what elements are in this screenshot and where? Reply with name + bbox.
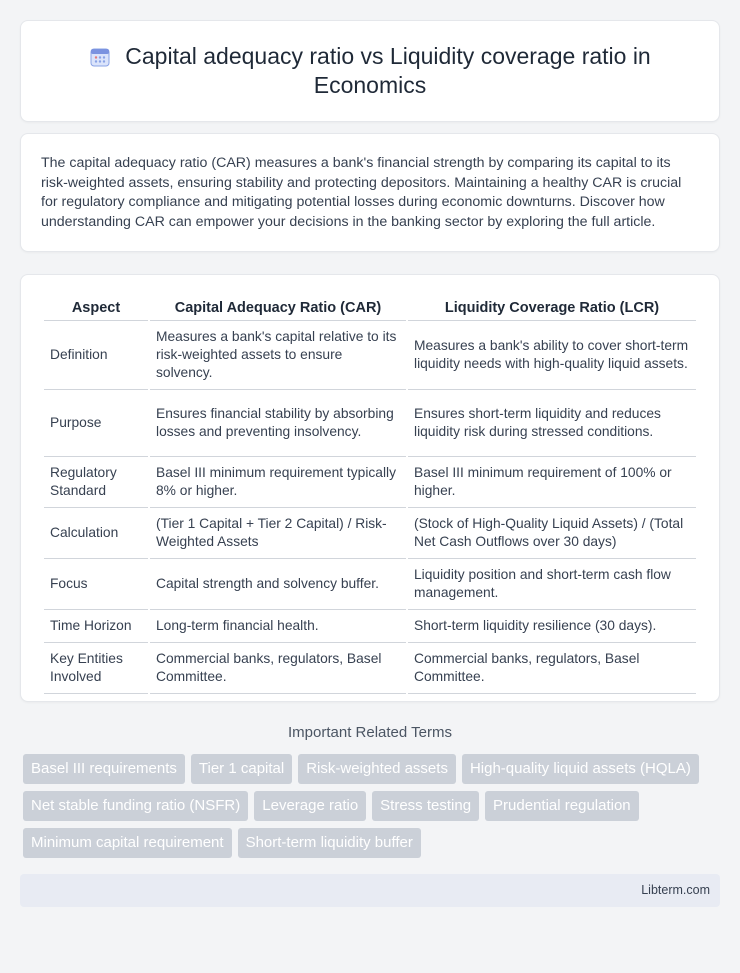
cell-lcr: Short-term liquidity resilience (30 days).	[408, 610, 696, 643]
intro-paragraph: The capital adequacy ratio (CAR) measures a bank's financial strength by comparing its capital to its risk-weighted assets, ensuring stability and protecting depositors. Maintaining a healthy CAR is crucial for regulatory compliance and mitigating potential losses during economic downturns. Discover how understanding CAR can empower your decisions in the banking sector by exploring the full article.	[41, 155, 682, 230]
cell-aspect: Focus	[44, 559, 148, 610]
related-term-tag[interactable]: Short-term liquidity buffer	[238, 828, 421, 858]
cell-lcr: Commercial banks, regulators, Basel Committee.	[408, 643, 696, 694]
cell-lcr: Measures a bank's ability to cover short-term liquidity needs with high-quality liquid assets.	[408, 321, 696, 390]
cell-car: Basel III minimum requirement typically 8% or higher.	[150, 457, 406, 508]
intro-card	[20, 133, 720, 252]
comparison-table	[42, 295, 698, 694]
table-row	[44, 508, 696, 559]
cell-lcr: Ensures short-term liquidity and reduces liquidity risk during stressed conditions.	[408, 390, 696, 457]
related-term-tag[interactable]: Net stable funding ratio (NSFR)	[23, 791, 248, 821]
table-row	[44, 610, 696, 643]
cell-lcr: Basel III minimum requirement of 100% or higher.	[408, 457, 696, 508]
table-row	[44, 643, 696, 694]
cell-car: Long-term financial health.	[150, 610, 406, 643]
related-term-tag[interactable]: Tier 1 capital	[191, 754, 292, 784]
related-term-tag[interactable]: Prudential regulation	[485, 791, 639, 821]
header-lcr: Liquidity Coverage Ratio (LCR)	[408, 295, 696, 321]
cell-car: (Tier 1 Capital + Tier 2 Capital) / Risk-Weighted Assets	[150, 508, 406, 559]
calendar-icon	[89, 46, 111, 68]
related-term-tag[interactable]: Minimum capital requirement	[23, 828, 232, 858]
related-term-tag[interactable]: Leverage ratio	[254, 791, 366, 821]
cell-lcr: (Stock of High-Quality Liquid Assets) / (Total Net Cash Outflows over 30 days)	[408, 508, 696, 559]
cell-aspect: Purpose	[44, 390, 148, 457]
cell-aspect: Definition	[44, 321, 148, 390]
related-term-tag[interactable]: Basel III requirements	[23, 754, 185, 784]
cell-car: Ensures financial stability by absorbing losses and preventing insolvency.	[150, 390, 406, 457]
page-title: Capital adequacy ratio vs Liquidity coverage ratio in Economics	[125, 43, 651, 98]
cell-car: Measures a bank's capital relative to its risk-weighted assets to ensure solvency.	[150, 321, 406, 390]
table-row	[44, 559, 696, 610]
footer	[20, 874, 720, 907]
related-term-tag[interactable]: Stress testing	[372, 791, 479, 821]
related-term-tag[interactable]: Risk-weighted assets	[298, 754, 456, 784]
table-row	[44, 390, 696, 457]
related-terms-list	[23, 754, 720, 858]
cell-aspect: Time Horizon	[44, 610, 148, 643]
table-row	[44, 321, 696, 390]
cell-aspect: Regulatory Standard	[44, 457, 148, 508]
comparison-table-card	[20, 274, 720, 702]
cell-lcr: Liquidity position and short-term cash flow management.	[408, 559, 696, 610]
related-term-tag[interactable]: High-quality liquid assets (HQLA)	[462, 754, 699, 784]
table-header-row	[44, 295, 696, 321]
cell-aspect: Key Entities Involved	[44, 643, 148, 694]
title-card	[20, 20, 720, 122]
table-row	[44, 457, 696, 508]
footer-site-link[interactable]: Libterm.com	[641, 883, 710, 897]
cell-car: Capital strength and solvency buffer.	[150, 559, 406, 610]
title-wrap	[51, 42, 689, 100]
cell-aspect: Calculation	[44, 508, 148, 559]
header-aspect: Aspect	[44, 295, 148, 321]
header-car: Capital Adequacy Ratio (CAR)	[150, 295, 406, 321]
cell-car: Commercial banks, regulators, Basel Committee.	[150, 643, 406, 694]
related-terms-heading: Important Related Terms	[288, 724, 452, 741]
